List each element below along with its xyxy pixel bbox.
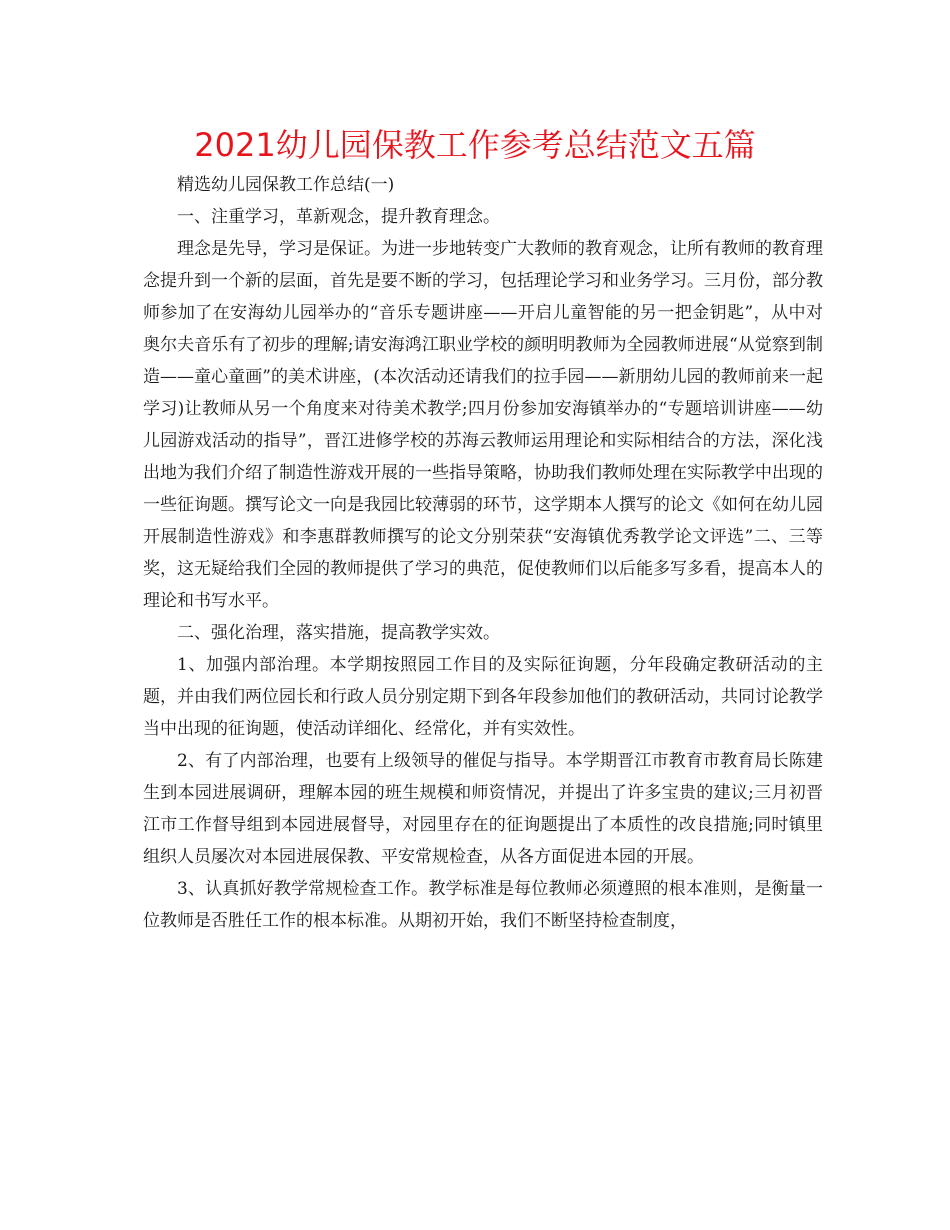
paragraph-body: 3、认真抓好教学常规检查工作。教学标准是每位教师必须遵照的根本准则，是衡量一位教师是否胜任工作的根本标准。从期初开始，我们不断坚持检查制度， [143,879,823,931]
paragraph-heading-2: 二、强化治理，落实措施，提高教学实效。 [177,623,500,643]
paragraph-subtitle: 精选幼儿园保教工作总结(一) [177,175,395,195]
document-title: 2021幼儿园保教工作参考总结范文五篇 [194,126,756,164]
document-body [143,169,823,937]
paragraph-body: 2、有了内部治理，也要有上级领导的催促与指导。本学期晋江市教育市教育局长陈建生到本园进展调研，理解本园的班生规模和师资情况，并提出了许多宝贵的建议;三月初晋江市工作督导组到本园进展督导，对园里存在的征询题提出了本质性的改良措施;同时镇里组织人员屡次对本园进展保教、平安常规检查，从各方面促进本园的开展。 [143,751,823,867]
paragraph-body: 理念是先导，学习是保证。为进一步地转变广大教师的教育观念，让所有教师的教育理念提升到一个新的层面，首先是要不断的学习，包括理论学习和业务学习。三月份，部分教师参加了在安海幼儿园举办的“音乐专题讲座——开启儿童智能的另一把金钥匙”，从中对奥尔夫音乐有了初步的理解;请安海鸿江职业学校的颜明明教师为全园教师进展“从觉察到制造——童心童画”的美术讲座，(本次活动还请我们的拉手园——新朋幼儿园的教师前来一起学习)让教师从另一个角度来对待美术教学;四月份参加安海镇举办的“专题培训讲座——幼儿园游戏活动的指导”，晋江进修学校的苏海云教师运用理论和实际相结合的方法，深化浅出地为我们介绍了制造性游戏开展的一些指导策略，协助我们教师处理在实际教学中出现的一些征询题。撰写论文一向是我园比较薄弱的环节，这学期本人撰写的论文《如何在幼儿园开展制造性游戏》和李惠群教师撰写的论文分别荣获“安海镇优秀教学论文评选”二、三等奖，这无疑给我们全园的教师提供了学习的典范，促使教师们以后能多写多看，提高本人的理论和书写水平。 [143,239,823,611]
paragraph-heading-1: 一、注重学习，革新观念，提升教育理念。 [177,207,500,227]
paragraph-body: 1、加强内部治理。本学期按照园工作目的及实际征询题，分年段确定教研活动的主题，并由我们两位园长和行政人员分别定期下到各年段参加他们的教研活动，共同讨论教学当中出现的征询题，使活动详细化、经常化，并有实效性。 [143,655,823,739]
